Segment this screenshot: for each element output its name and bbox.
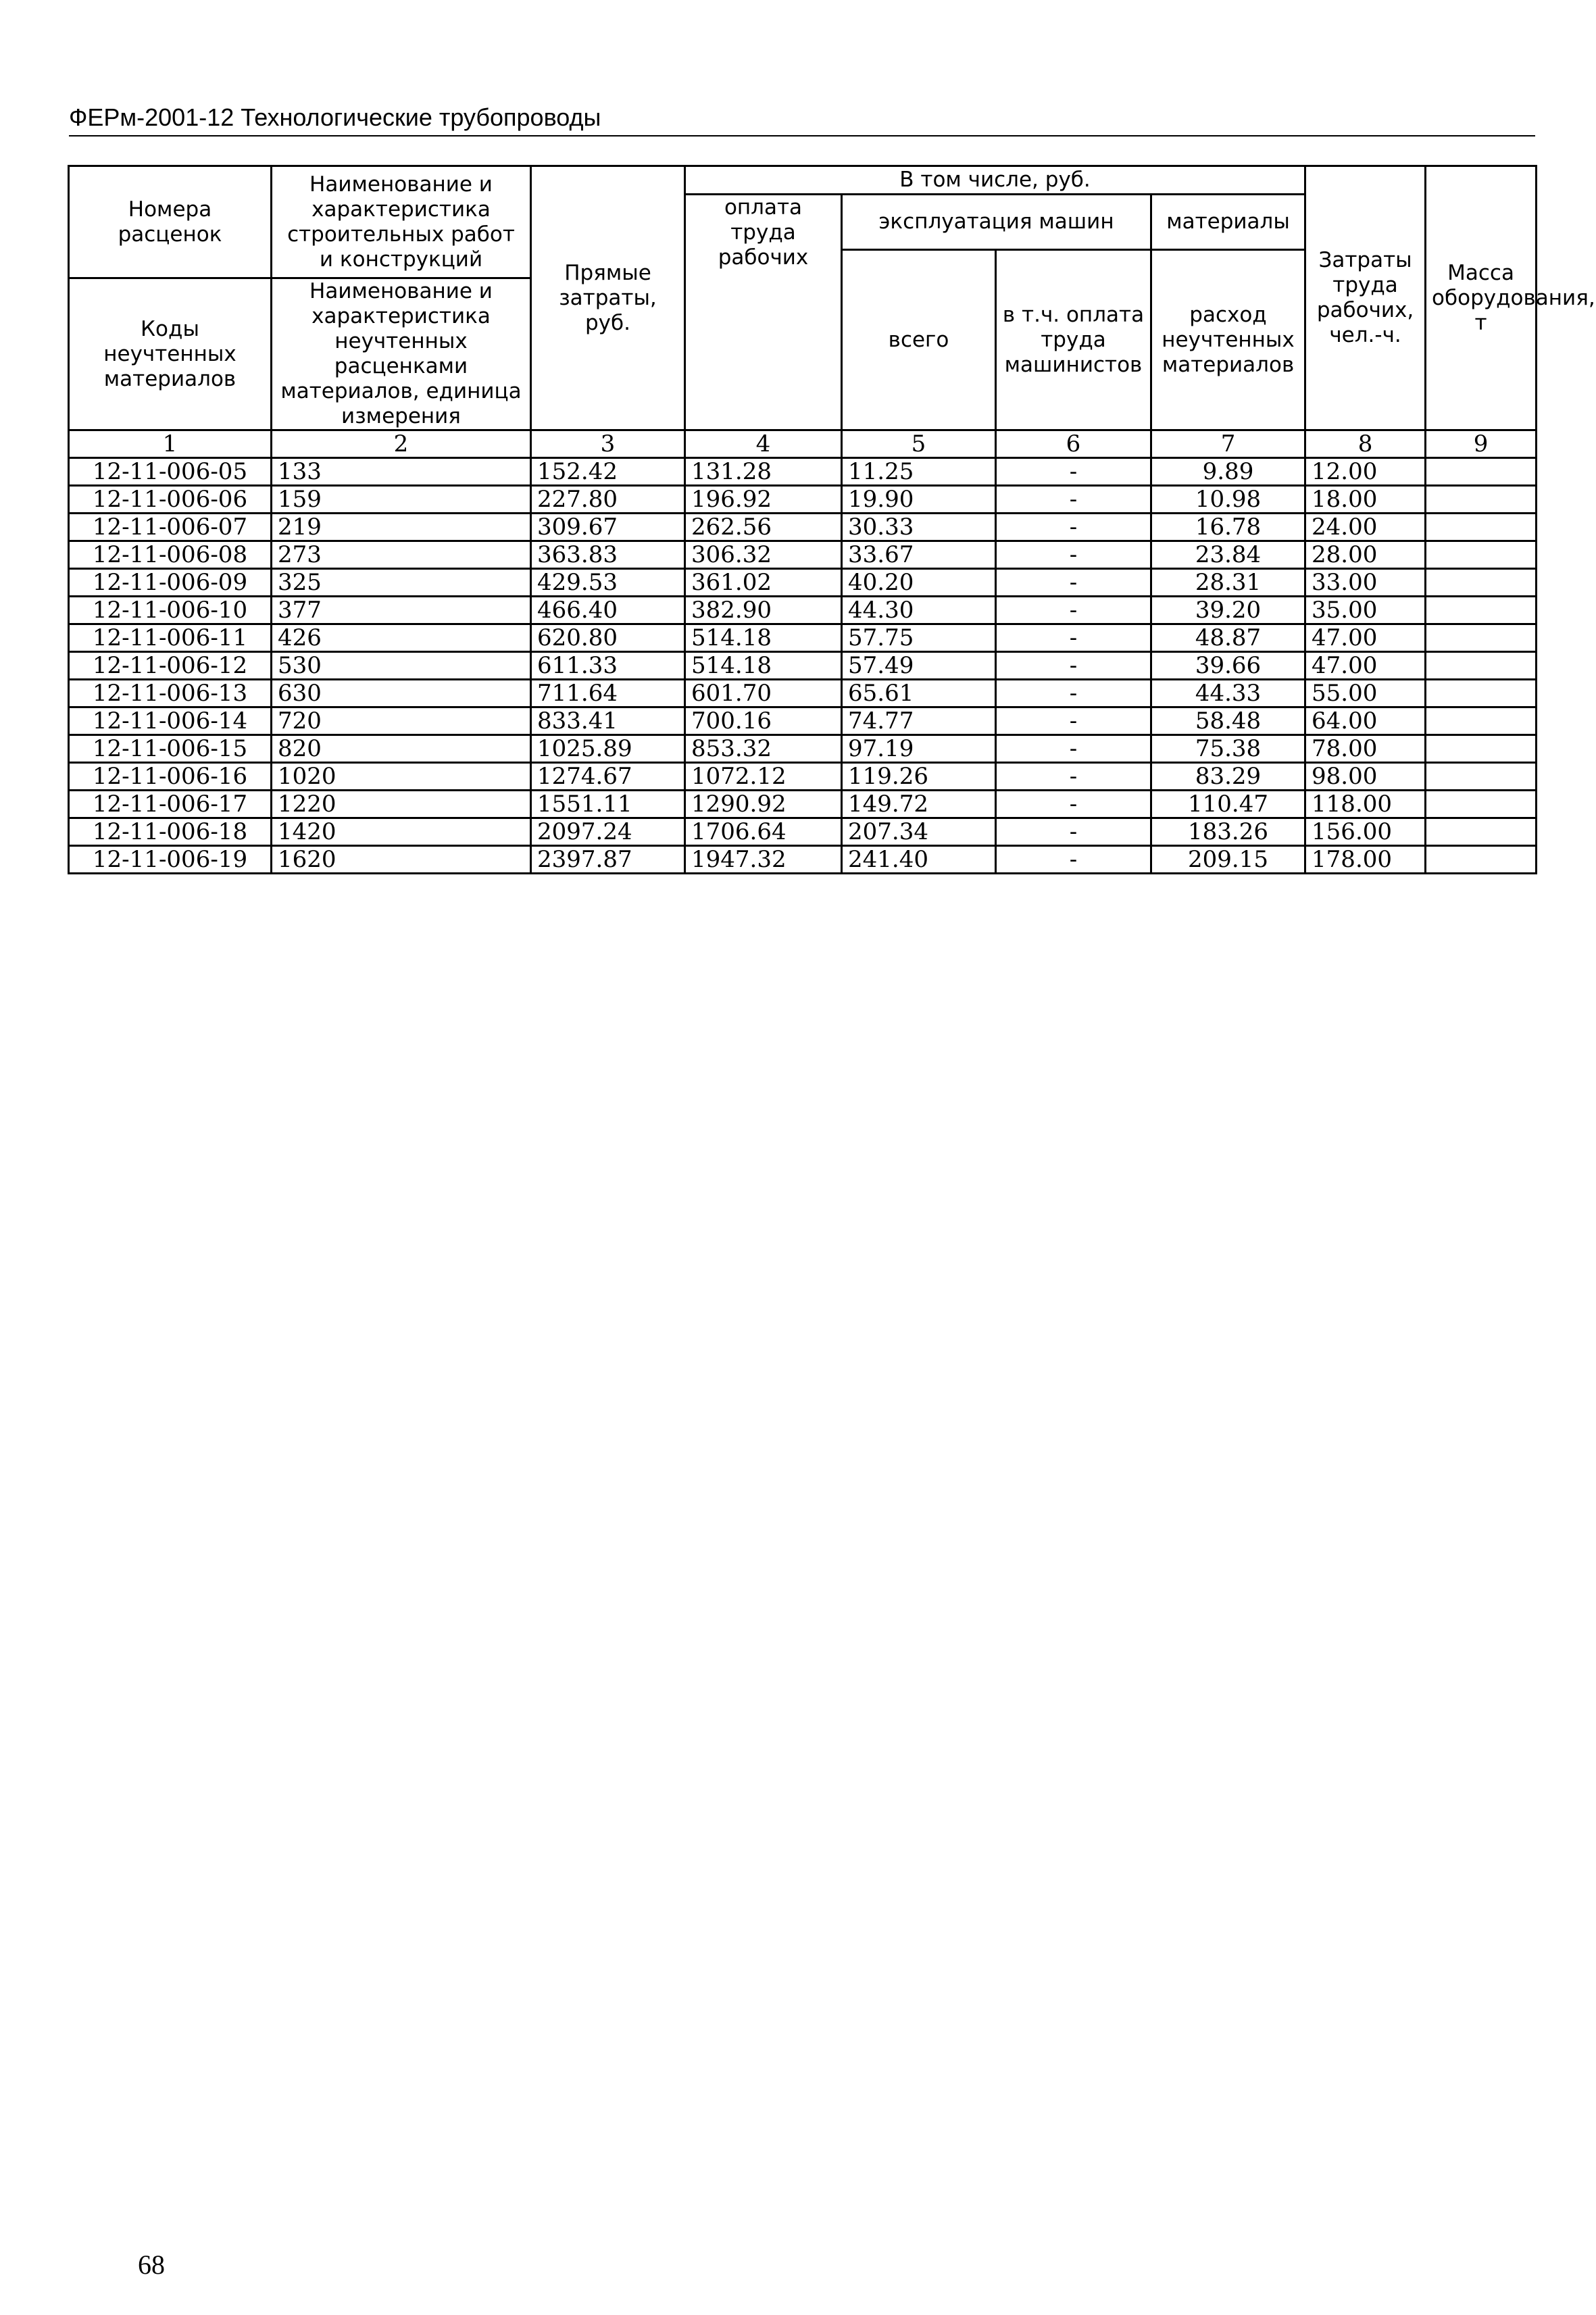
rate-code-cell: 12-11-006-09 bbox=[69, 569, 272, 597]
rate-code-cell: 12-11-006-05 bbox=[69, 458, 272, 486]
material-use-cell: 44.33 bbox=[1151, 680, 1305, 707]
direct-costs-cell: 429.53 bbox=[531, 569, 685, 597]
work-size-cell: 1220 bbox=[272, 791, 531, 818]
rates-table bbox=[68, 165, 1595, 874]
table-row bbox=[69, 569, 1537, 597]
labor-hours-cell: 33.00 bbox=[1305, 569, 1426, 597]
material-use-cell: 75.38 bbox=[1151, 735, 1305, 763]
rate-code-cell: 12-11-006-13 bbox=[69, 680, 272, 707]
rate-code-cell: 12-11-006-08 bbox=[69, 541, 272, 569]
material-use-cell: 58.48 bbox=[1151, 707, 1305, 735]
operator-pay-cell: - bbox=[996, 707, 1151, 735]
work-size-cell: 133 bbox=[272, 458, 531, 486]
machines-total-cell: 149.72 bbox=[842, 791, 996, 818]
machines-total-cell: 57.49 bbox=[842, 652, 996, 680]
operator-pay-cell: - bbox=[996, 846, 1151, 874]
operator-pay-cell: - bbox=[996, 486, 1151, 514]
direct-costs-cell: 711.64 bbox=[531, 680, 685, 707]
header-including: В том числе, руб. bbox=[685, 166, 1305, 195]
work-size-cell: 426 bbox=[272, 624, 531, 652]
operator-pay-cell: - bbox=[996, 514, 1151, 541]
machines-total-cell: 65.61 bbox=[842, 680, 996, 707]
material-use-cell: 23.84 bbox=[1151, 541, 1305, 569]
operator-pay-cell: - bbox=[996, 569, 1151, 597]
header-worker-pay: оплата труда рабочих bbox=[685, 195, 842, 430]
table-row bbox=[69, 735, 1537, 763]
worker-pay-cell: 131.28 bbox=[685, 458, 842, 486]
table-row bbox=[69, 680, 1537, 707]
work-size-cell: 720 bbox=[272, 707, 531, 735]
page-number: 68 bbox=[138, 2249, 165, 2280]
column-number: 6 bbox=[996, 430, 1151, 458]
column-number: 5 bbox=[842, 430, 996, 458]
operator-pay-cell: - bbox=[996, 818, 1151, 846]
direct-costs-cell: 2397.87 bbox=[531, 846, 685, 874]
equipment-mass-cell bbox=[1426, 541, 1537, 569]
direct-costs-cell: 620.80 bbox=[531, 624, 685, 652]
header-work-name: Наименование и характеристика строительных работ и конструкций bbox=[272, 166, 531, 278]
equipment-mass-cell bbox=[1426, 735, 1537, 763]
worker-pay-cell: 1706.64 bbox=[685, 818, 842, 846]
operator-pay-cell: - bbox=[996, 791, 1151, 818]
header-materials: материалы bbox=[1151, 195, 1305, 250]
rate-code-cell: 12-11-006-16 bbox=[69, 763, 272, 791]
direct-costs-cell: 1025.89 bbox=[531, 735, 685, 763]
operator-pay-cell: - bbox=[996, 458, 1151, 486]
work-size-cell: 377 bbox=[272, 597, 531, 624]
direct-costs-cell: 833.41 bbox=[531, 707, 685, 735]
header-operator-pay: в т.ч. оплата труда машинистов bbox=[996, 250, 1151, 430]
worker-pay-cell: 382.90 bbox=[685, 597, 842, 624]
labor-hours-cell: 18.00 bbox=[1305, 486, 1426, 514]
direct-costs-cell: 227.80 bbox=[531, 486, 685, 514]
column-number: 7 bbox=[1151, 430, 1305, 458]
machines-total-cell: 11.25 bbox=[842, 458, 996, 486]
equipment-mass-cell bbox=[1426, 624, 1537, 652]
header-direct-costs: Прямые затраты, руб. bbox=[531, 166, 685, 430]
direct-costs-cell: 2097.24 bbox=[531, 818, 685, 846]
rate-code-cell: 12-11-006-19 bbox=[69, 846, 272, 874]
table-body bbox=[69, 458, 1537, 874]
header-rate-numbers: Номера расценок bbox=[69, 166, 272, 278]
labor-hours-cell: 78.00 bbox=[1305, 735, 1426, 763]
table-row bbox=[69, 846, 1537, 874]
direct-costs-cell: 1551.11 bbox=[531, 791, 685, 818]
table-row bbox=[69, 818, 1537, 846]
labor-hours-cell: 64.00 bbox=[1305, 707, 1426, 735]
material-use-cell: 28.31 bbox=[1151, 569, 1305, 597]
labor-hours-cell: 24.00 bbox=[1305, 514, 1426, 541]
operator-pay-cell: - bbox=[996, 680, 1151, 707]
material-use-cell: 39.66 bbox=[1151, 652, 1305, 680]
worker-pay-cell: 1290.92 bbox=[685, 791, 842, 818]
operator-pay-cell: - bbox=[996, 735, 1151, 763]
machines-total-cell: 30.33 bbox=[842, 514, 996, 541]
material-use-cell: 183.26 bbox=[1151, 818, 1305, 846]
work-size-cell: 1620 bbox=[272, 846, 531, 874]
equipment-mass-cell bbox=[1426, 707, 1537, 735]
table-row bbox=[69, 791, 1537, 818]
labor-hours-cell: 156.00 bbox=[1305, 818, 1426, 846]
table-row bbox=[69, 597, 1537, 624]
header-labor: Затраты труда рабочих, чел.-ч. bbox=[1305, 166, 1426, 430]
table-row bbox=[69, 763, 1537, 791]
rate-code-cell: 12-11-006-18 bbox=[69, 818, 272, 846]
work-size-cell: 820 bbox=[272, 735, 531, 763]
material-use-cell: 83.29 bbox=[1151, 763, 1305, 791]
header-material-name: Наименование и характеристика неучтенных расценками материалов, единица измерения bbox=[272, 278, 531, 430]
material-use-cell: 39.20 bbox=[1151, 597, 1305, 624]
table-row bbox=[69, 514, 1537, 541]
material-use-cell: 16.78 bbox=[1151, 514, 1305, 541]
machines-total-cell: 97.19 bbox=[842, 735, 996, 763]
work-size-cell: 273 bbox=[272, 541, 531, 569]
column-number: 3 bbox=[531, 430, 685, 458]
worker-pay-cell: 514.18 bbox=[685, 652, 842, 680]
operator-pay-cell: - bbox=[996, 763, 1151, 791]
header-machines: эксплуатация машин bbox=[842, 195, 1151, 250]
direct-costs-cell: 611.33 bbox=[531, 652, 685, 680]
rate-code-cell: 12-11-006-15 bbox=[69, 735, 272, 763]
equipment-mass-cell bbox=[1426, 514, 1537, 541]
equipment-mass-cell bbox=[1426, 569, 1537, 597]
labor-hours-cell: 47.00 bbox=[1305, 624, 1426, 652]
material-use-cell: 48.87 bbox=[1151, 624, 1305, 652]
column-number: 2 bbox=[272, 430, 531, 458]
worker-pay-cell: 361.02 bbox=[685, 569, 842, 597]
labor-hours-cell: 118.00 bbox=[1305, 791, 1426, 818]
machines-total-cell: 19.90 bbox=[842, 486, 996, 514]
machines-total-cell: 74.77 bbox=[842, 707, 996, 735]
machines-total-cell: 241.40 bbox=[842, 846, 996, 874]
machines-total-cell: 119.26 bbox=[842, 763, 996, 791]
equipment-mass-cell bbox=[1426, 763, 1537, 791]
work-size-cell: 159 bbox=[272, 486, 531, 514]
header-material-codes: Коды неучтенных материалов bbox=[69, 278, 272, 430]
direct-costs-cell: 466.40 bbox=[531, 597, 685, 624]
equipment-mass-cell bbox=[1426, 597, 1537, 624]
equipment-mass-cell bbox=[1426, 818, 1537, 846]
labor-hours-cell: 55.00 bbox=[1305, 680, 1426, 707]
machines-total-cell: 40.20 bbox=[842, 569, 996, 597]
work-size-cell: 1020 bbox=[272, 763, 531, 791]
worker-pay-cell: 700.16 bbox=[685, 707, 842, 735]
equipment-mass-cell bbox=[1426, 486, 1537, 514]
work-size-cell: 1420 bbox=[272, 818, 531, 846]
table-header bbox=[69, 166, 1595, 458]
column-number: 8 bbox=[1305, 430, 1426, 458]
work-size-cell: 530 bbox=[272, 652, 531, 680]
rate-code-cell: 12-11-006-11 bbox=[69, 624, 272, 652]
column-number: 9 bbox=[1426, 430, 1537, 458]
direct-costs-cell: 309.67 bbox=[531, 514, 685, 541]
rate-code-cell: 12-11-006-14 bbox=[69, 707, 272, 735]
worker-pay-cell: 1072.12 bbox=[685, 763, 842, 791]
equipment-mass-cell bbox=[1426, 458, 1537, 486]
machines-total-cell: 44.30 bbox=[842, 597, 996, 624]
material-use-cell: 110.47 bbox=[1151, 791, 1305, 818]
machines-total-cell: 207.34 bbox=[842, 818, 996, 846]
work-size-cell: 325 bbox=[272, 569, 531, 597]
equipment-mass-cell bbox=[1426, 680, 1537, 707]
operator-pay-cell: - bbox=[996, 541, 1151, 569]
operator-pay-cell: - bbox=[996, 624, 1151, 652]
equipment-mass-cell bbox=[1426, 791, 1537, 818]
material-use-cell: 10.98 bbox=[1151, 486, 1305, 514]
column-numbers-row bbox=[69, 430, 1537, 458]
labor-hours-cell: 35.00 bbox=[1305, 597, 1426, 624]
labor-hours-cell: 178.00 bbox=[1305, 846, 1426, 874]
rate-code-cell: 12-11-006-17 bbox=[69, 791, 272, 818]
rate-code-cell: 12-11-006-07 bbox=[69, 514, 272, 541]
labor-hours-cell: 12.00 bbox=[1305, 458, 1426, 486]
header-machines-total: всего bbox=[842, 250, 996, 430]
operator-pay-cell: - bbox=[996, 652, 1151, 680]
table-row bbox=[69, 486, 1537, 514]
direct-costs-cell: 152.42 bbox=[531, 458, 685, 486]
equipment-mass-cell bbox=[1426, 846, 1537, 874]
worker-pay-cell: 514.18 bbox=[685, 624, 842, 652]
table-row bbox=[69, 458, 1537, 486]
header-material-use: расход неучтенных материалов bbox=[1151, 250, 1305, 430]
labor-hours-cell: 47.00 bbox=[1305, 652, 1426, 680]
machines-total-cell: 57.75 bbox=[842, 624, 996, 652]
worker-pay-cell: 196.92 bbox=[685, 486, 842, 514]
table-row bbox=[69, 624, 1537, 652]
direct-costs-cell: 363.83 bbox=[531, 541, 685, 569]
rate-code-cell: 12-11-006-06 bbox=[69, 486, 272, 514]
column-number: 1 bbox=[69, 430, 272, 458]
rate-code-cell: 12-11-006-12 bbox=[69, 652, 272, 680]
material-use-cell: 209.15 bbox=[1151, 846, 1305, 874]
worker-pay-cell: 306.32 bbox=[685, 541, 842, 569]
equipment-mass-cell bbox=[1426, 652, 1537, 680]
header-mass: Масса оборудования, т bbox=[1426, 166, 1537, 430]
material-use-cell: 9.89 bbox=[1151, 458, 1305, 486]
direct-costs-cell: 1274.67 bbox=[531, 763, 685, 791]
worker-pay-cell: 262.56 bbox=[685, 514, 842, 541]
table-row bbox=[69, 707, 1537, 735]
rate-code-cell: 12-11-006-10 bbox=[69, 597, 272, 624]
work-size-cell: 219 bbox=[272, 514, 531, 541]
table-row bbox=[69, 652, 1537, 680]
labor-hours-cell: 98.00 bbox=[1305, 763, 1426, 791]
page-header: ФЕРм-2001-12 Технологические трубопроводы bbox=[69, 103, 1535, 136]
labor-hours-cell: 28.00 bbox=[1305, 541, 1426, 569]
table-row bbox=[69, 541, 1537, 569]
work-size-cell: 630 bbox=[272, 680, 531, 707]
column-number: 4 bbox=[685, 430, 842, 458]
operator-pay-cell: - bbox=[996, 597, 1151, 624]
worker-pay-cell: 1947.32 bbox=[685, 846, 842, 874]
worker-pay-cell: 601.70 bbox=[685, 680, 842, 707]
machines-total-cell: 33.67 bbox=[842, 541, 996, 569]
worker-pay-cell: 853.32 bbox=[685, 735, 842, 763]
